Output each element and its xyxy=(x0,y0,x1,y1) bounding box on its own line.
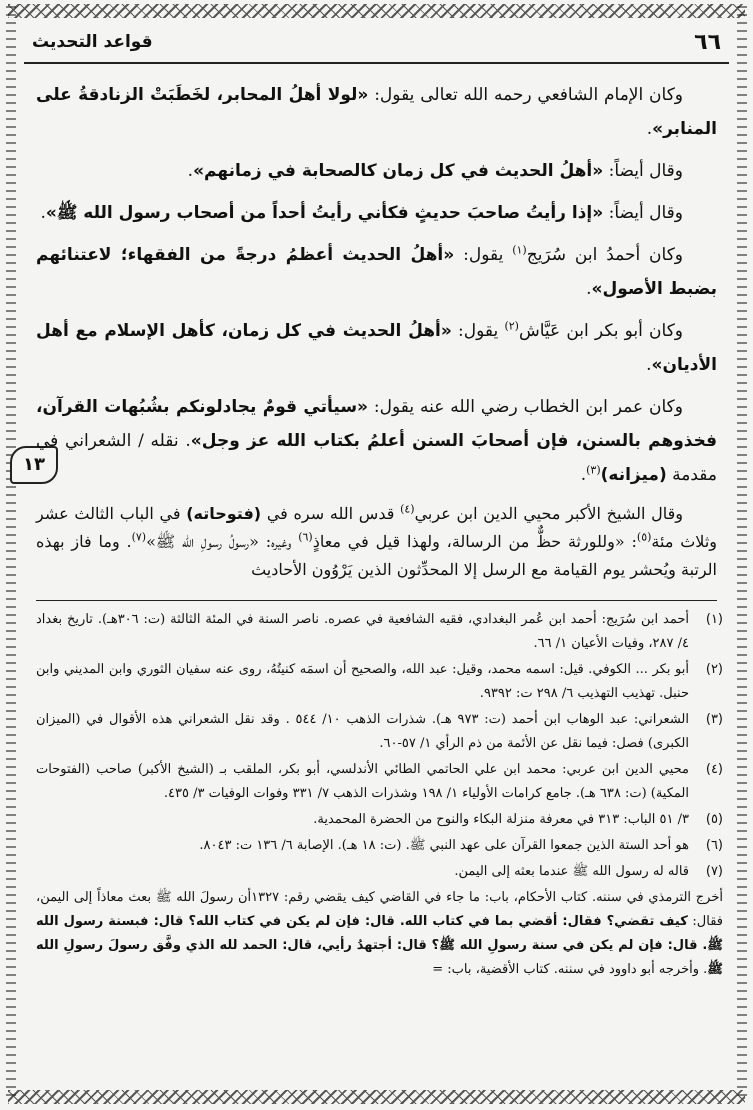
paragraph xyxy=(36,196,717,230)
footnote-text: محيي الدين ابن عربي: محمد ابن علي الحاتمي الطائي الأندلسي، أبو بكر، الملقب بـ (الشيخ الأكبر) صاحب (الفتوحات المكية) (ت: ٦٣٨ هـ). جامع كرامات الأولياء ١/ ١٩٨ وشذرات الذهب ٧/ ٣٣١ وفوات الوفيات ٣/ ٤٣٥. xyxy=(36,762,689,801)
text-run: وقال أيضاً: xyxy=(603,161,683,181)
text-run: . نقله / الشعراني في مقدمة xyxy=(36,431,717,485)
footnote-text: أبو بكر ... الكوفي. قيل: اسمه محمد، وقيل: عبد الله، والصحيح أن اسمَه كنيتُهُ، روى عنه سفيان الثوري وابن المديني وابن حنبل. تهذيب التهذيب ٦/ ٢٩٨ ت: ٩٣٩٢. xyxy=(36,662,689,701)
footnotes xyxy=(36,608,723,982)
footnote-number: (٢) xyxy=(705,662,723,677)
quote: «أهلُ الحديث أعظمُ درجةً من الفقهاء؛ لاعتنائهم بضبط الأصول» xyxy=(36,245,717,299)
text-run: . xyxy=(580,465,587,485)
text-run: وكان الإمام الشافعي رحمه الله تعالى يقول: xyxy=(368,85,683,105)
hadith-quote: كيف تقضي؟ فقال: أقضي بما في كتاب الله. قال: فإن لم يكن في كتاب الله؟ قال: فبسنة رسول الله ﷺ. قال: فإن لم يكن في سنة رسولِ الله ﷺ؟ قال: أجتهدُ رأيي، قال: الحمد لله الذي وفَّق رسولَ رسولِ الله ﷺ xyxy=(36,914,723,977)
text-run: . xyxy=(646,119,653,139)
footnote-number: (١) xyxy=(705,612,723,627)
text-run: أخرج الترمذي في سننه. كتاب الأحكام، باب: ما جاء في القاضي كيف يقضي رقم: ١٣٢٧أن رسولَ الله ﷺ بعث معاذاً إلى اليمن، فقال: xyxy=(36,890,724,929)
paragraph xyxy=(36,154,717,188)
footnote xyxy=(36,834,723,858)
footnote-continuation xyxy=(36,886,723,982)
paragraph xyxy=(36,238,717,306)
paragraph xyxy=(36,500,717,584)
footnote xyxy=(36,758,723,806)
footnote-text: قاله له رسول الله ﷺ عندما بعثه إلى اليمن. xyxy=(454,864,689,879)
book-title: (ميزانه) xyxy=(600,465,667,485)
header-rule xyxy=(24,62,729,64)
bottom-ornament-border xyxy=(8,1090,745,1104)
text-run: يقول: xyxy=(454,245,513,265)
text-run: يقول: xyxy=(451,321,505,341)
footnote-number: (٤) xyxy=(705,762,723,777)
quote: «سيأتي قومٌ يجادلونكم بشُبُهات القرآن، فخذوهم بالسنن، فإن أصحابَ السنن أعلمُ بكتاب الله عز وجل» xyxy=(36,397,717,451)
quote: «أهلُ الحديث في كل زمان، كأهل الإسلام مع أهل الأديان» xyxy=(36,321,717,375)
text-run: : «وللورثة حظٌّ من الرسالة، ولهذا قيل في معاذٍ xyxy=(312,532,637,551)
footnote-ref: (٥) xyxy=(636,530,652,544)
paragraph xyxy=(36,390,717,492)
paragraph xyxy=(36,314,717,382)
footnote xyxy=(36,808,723,832)
footnote-ref: (٦) xyxy=(298,530,313,544)
text-run: وكان أحمدُ ابن سُرَيج xyxy=(526,245,684,265)
quote: «إذا رأيتُ صاحبَ حديثٍ فكأني رأيتُ أحداً من أصحاب رسول الله ﷺ» xyxy=(45,203,604,223)
footnote-text: أحمد ابن سُرَيج: أحمد ابن عُمر البغدادي، فقيه الشافعية في عصره. ناصر السنة في المئة الثالثة (ت: ٣٠٦هـ). تاريخ بغداد ٤/ ٢٨٧، وفيات الأعيان ١/ ٦٦. xyxy=(36,612,689,651)
running-title: قواعد التحديث xyxy=(32,32,153,52)
footnote-text: الشعراني: عبد الوهاب ابن أحمد (ت: ٩٧٣ هـ). شذرات الذهب ١٠/ ٥٤٤ . وقد نقل الشعراني هذه الأقوال في (الميزان الكبرى) فصل: فيما نقل عن الأئمة من ذم الرأي ١/ ٥٧-٦٠. xyxy=(36,712,689,751)
top-ornament-border xyxy=(8,4,745,18)
quote: «لولا أهلُ المحابر، لخَطَبَتْ الزنادقةُ على المنابر» xyxy=(36,85,717,139)
text-run: . xyxy=(40,203,46,223)
footnote-number: (٥) xyxy=(705,812,723,827)
footnote-ref: (٣) xyxy=(586,463,601,477)
quote: «أهلُ الحديث في كل زمان كالصحابة في زمانهم» xyxy=(193,161,604,181)
text-run: وكان عمر ابن الخطاب رضي الله عنه يقول: xyxy=(368,397,683,417)
text-run: قدس الله سره في xyxy=(261,504,401,523)
text-run: وكان أبو بكر ابن عَيَّاش xyxy=(518,321,684,341)
text-run: وقال أيضاً: xyxy=(603,203,683,223)
text-run: وغيره: «رسولُ رسولِ الله ﷺ» xyxy=(146,532,299,551)
footnote-text: هو أحد الستة الذين جمعوا القرآن على عهد النبي ﷺ. (ت: ١٨ هـ). الإصابة ٦/ ١٣٦ ت: ٨٠٤٣. xyxy=(199,838,689,853)
footnote-ref: (١) xyxy=(512,243,527,257)
footnote-rule xyxy=(36,600,717,601)
footnote xyxy=(36,658,723,706)
text-run: . وما فاز بهذه الرتبة ويُحشر يوم القيامة مع الرسل إلا المحدِّثون الذين يَرْوُون الأحاديث xyxy=(36,532,717,579)
book-title: (فتوحاته) xyxy=(186,504,262,523)
page-header xyxy=(28,30,725,60)
footnote-number: (٦) xyxy=(705,838,723,853)
footnote-number: (٣) xyxy=(705,712,723,727)
text-run: في الباب الثالث عشر وثلاث مئة xyxy=(36,504,718,551)
footnote-number: (٧) xyxy=(705,864,723,879)
paragraph xyxy=(36,78,717,146)
text-run: . xyxy=(586,279,592,299)
footnote xyxy=(36,608,723,656)
left-ornament-border xyxy=(6,6,16,1102)
footnote-ref: (٧) xyxy=(131,530,147,544)
footnote-ref: (٢) xyxy=(504,319,519,333)
main-text xyxy=(36,78,717,592)
footnote xyxy=(36,708,723,756)
footnote-text: ٣/ ٥١ الباب: ٣١٣ في معرفة منزلة البكاء والنوح من الحضرة المحمدية. xyxy=(313,812,689,827)
margin-page-marker: ١٣ xyxy=(10,446,58,484)
text-run: . xyxy=(646,355,652,375)
text-run: وقال الشيخ الأكبر محيي الدين ابن عربي xyxy=(414,504,684,523)
footnote xyxy=(36,860,723,884)
page-number: ٦٦ xyxy=(694,30,721,55)
text-run: . xyxy=(187,161,194,181)
text-run: . وأخرجه أبو داوود في سننه. كتاب الأقضية، باب: = xyxy=(432,962,708,977)
right-ornament-border xyxy=(737,6,747,1102)
footnote-ref: (٤) xyxy=(400,502,415,516)
